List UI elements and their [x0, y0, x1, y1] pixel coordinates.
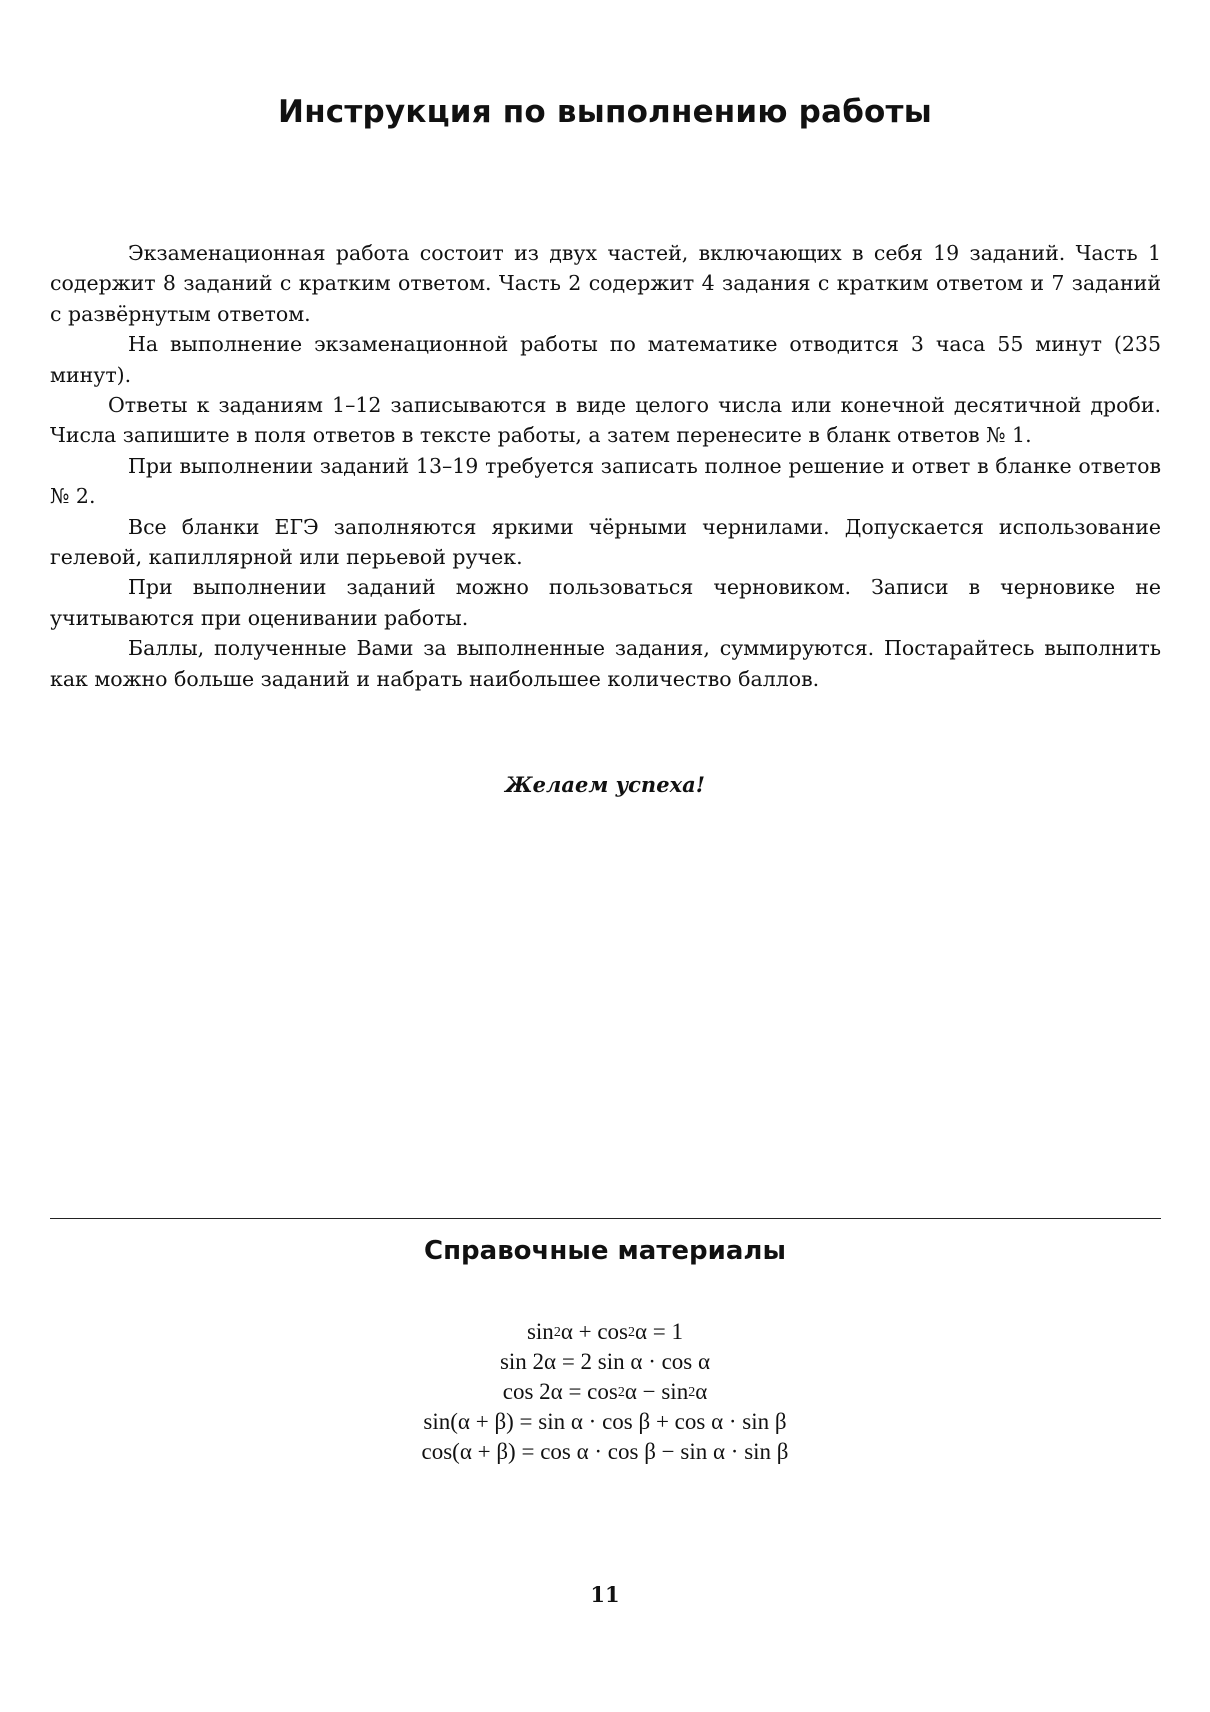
reference-title: Справочные материалы [424, 1236, 786, 1266]
paragraph: При выполнении заданий 13–19 требуется записать полное решение и ответ в бланке ответов № 2. [50, 453, 1161, 509]
formula-sin-double: sin 2α = 2 sin α · cos α [499, 1349, 711, 1374]
formula-sin-sum: sin(α + β) = sin α · cos β + cos α · sin β [423, 1409, 787, 1434]
divider [50, 1218, 1161, 1219]
formula-identity: $\sin^2\alpha + \cos^2\alpha = 1$ [526, 1319, 684, 1344]
page-number: 11 [590, 1582, 620, 1607]
instructions-body [50, 238, 1161, 694]
page-title: Инструкция по выполнению работы [278, 94, 932, 130]
formula-cos-sum: cos(α + β) = cos α · cos β − sin α · sin β [421, 1439, 789, 1464]
formula-block [0, 1317, 1210, 1467]
paragraph: При выполнении заданий можно пользоваться черновиком. Записи в черновике не учитываются при оценивании работы. [50, 575, 1161, 630]
closing-wish: Желаем успеха! [505, 772, 705, 797]
paragraph: Баллы, полученные Вами за выполненные задания, суммируются. Постарайтесь выполнить как можно больше заданий и набрать наибольшее количество баллов. [50, 636, 1161, 691]
paragraph: Ответы к заданиям 1–12 записываются в виде целого числа или конечной десятичной дроби. Числа запишите в поля ответов в тексте работы, а затем перенесите в бланк ответов № 1. [50, 393, 1161, 448]
paragraph: На выполнение экзаменационной работы по математике отводится 3 часа 55 минут (235 минут). [50, 332, 1161, 387]
formula-cos-double: $\cos 2\alpha = \cos^2\alpha - \sin^2\alpha$ [502, 1379, 708, 1404]
paragraph: Экзаменационная работа состоит из двух частей, включающих в себя 19 заданий. Часть 1 содержит 8 заданий с кратким ответом. Часть 2 содержит 4 задания с кратким ответом и 7 заданий с развёрнутым ответом. [50, 241, 1161, 326]
paragraph: Все бланки ЕГЭ заполняются яркими чёрными чернилами. Допускается использование гелевой, капиллярной или перьевой ручек. [50, 514, 1161, 570]
